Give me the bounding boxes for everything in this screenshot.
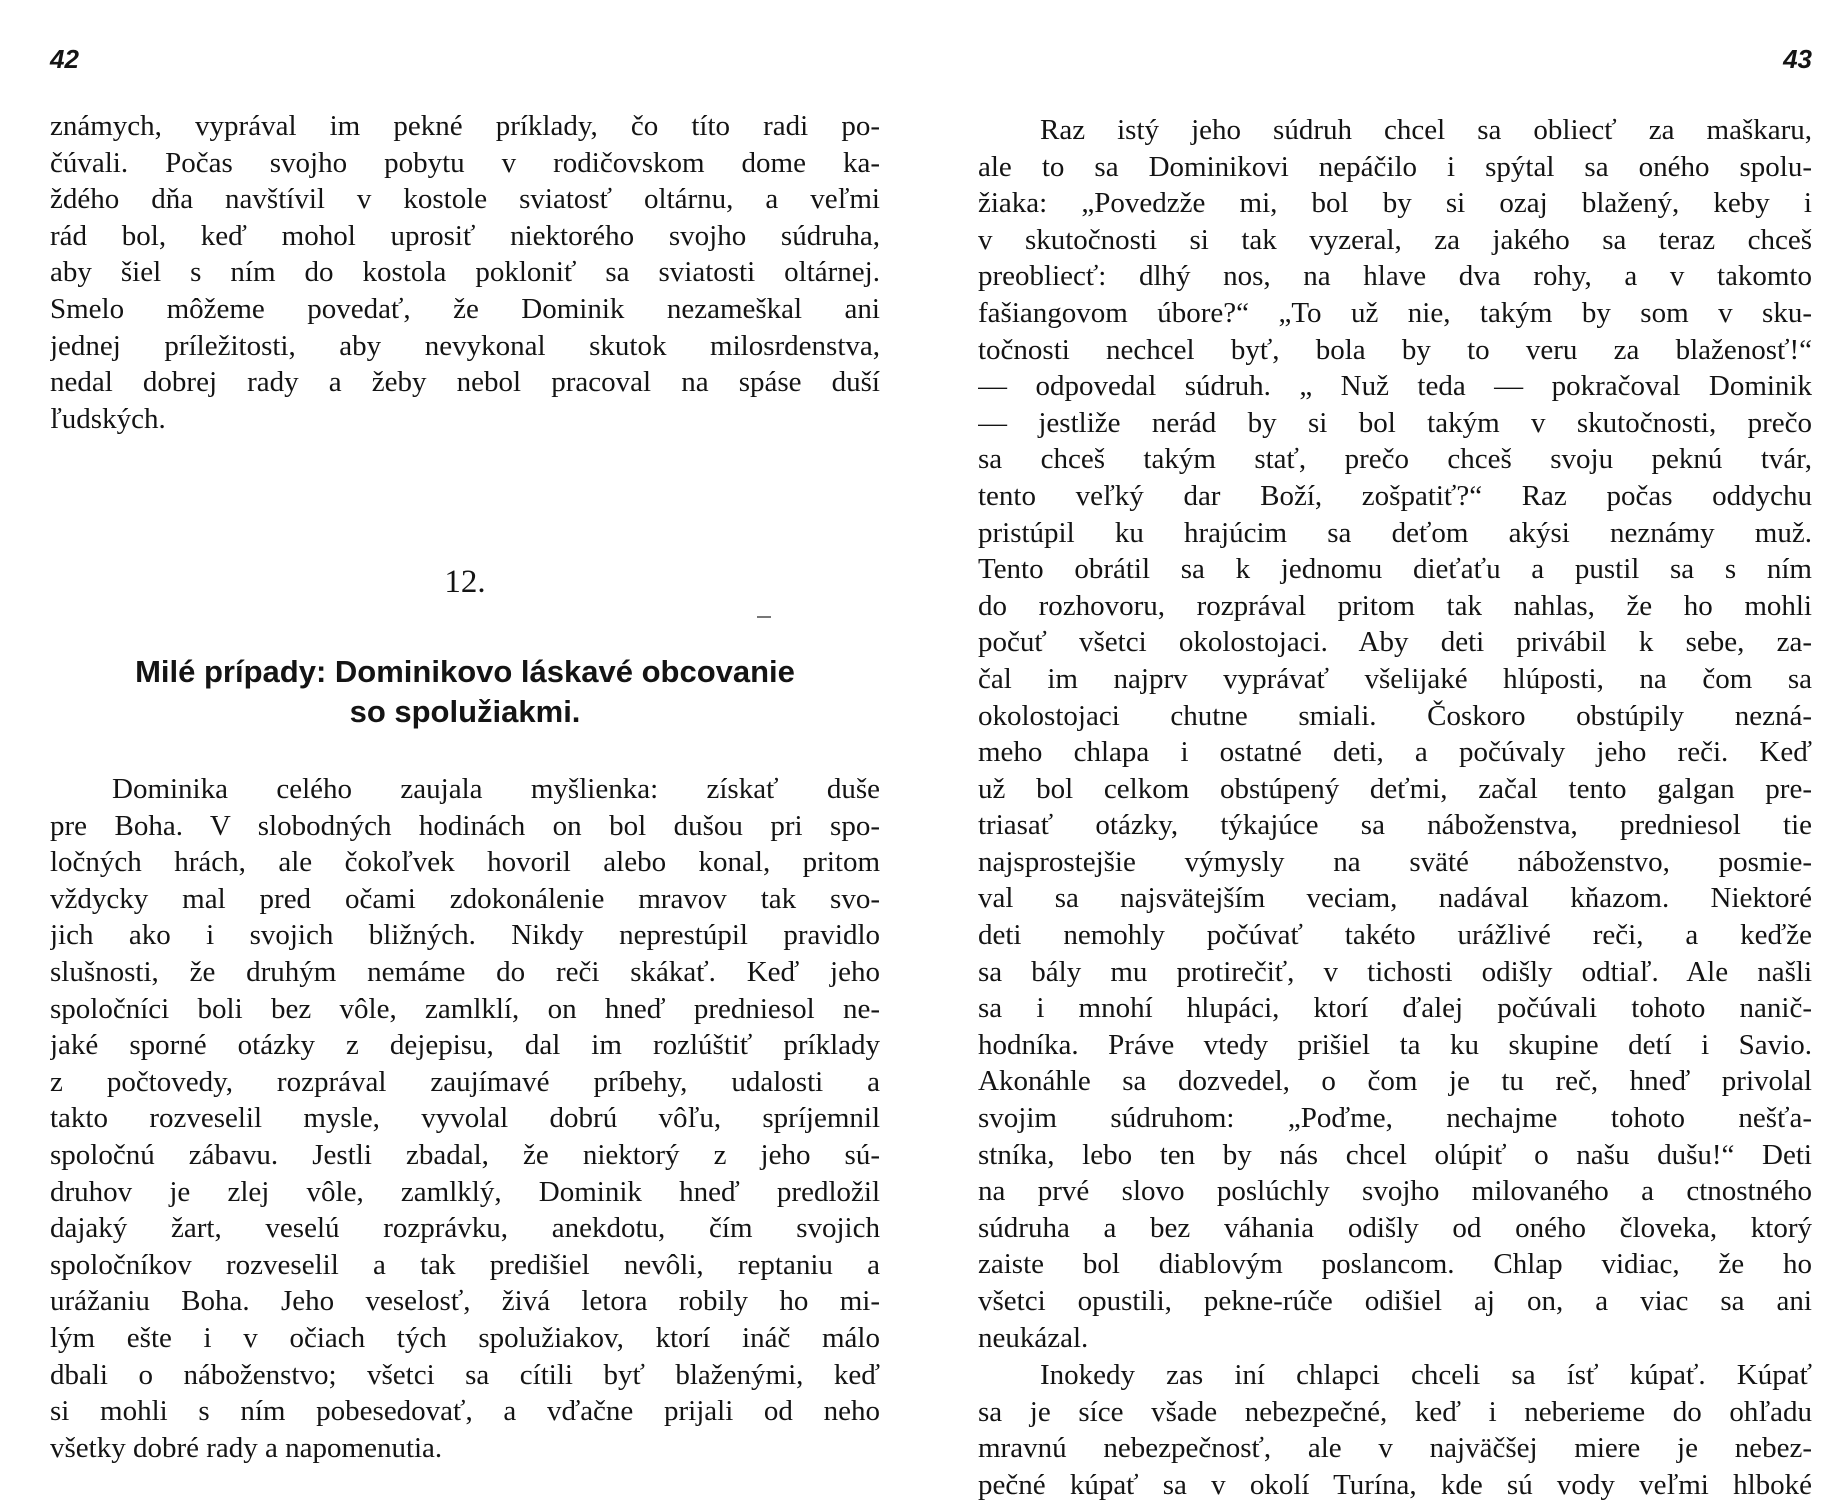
text-line: lým ešte i v očiach tých spolužiakov, ktorí ináč málo <box>50 1321 880 1354</box>
text-line: jednej príležitosti, aby nevykonal skutok milosrdenstva, <box>50 329 880 362</box>
chapter-title <box>50 652 880 732</box>
text-line: druhov je zlej vôle, zamlklý, Dominik hneď predložil <box>50 1175 880 1208</box>
text-line: ľudských. <box>50 402 166 435</box>
page-number: 42 <box>50 44 79 74</box>
text-line: stníka, lebo ten by nás chcel olúpiť o našu dušu!“ Deti <box>978 1138 1812 1171</box>
text-line: sa chceš takým stať, prečo chceš svoju peknú tvár, <box>978 443 1812 476</box>
text-line: slušnosti, že druhým nemáme do reči skákať. Keď jeho <box>50 955 880 988</box>
text-line: fašiangovom úbore?“ „To už nie, takým by som v sku- <box>978 296 1812 329</box>
text-line: takto rozveselil mysle, vyvolal dobrú vôľu, spríjemnil <box>50 1102 880 1135</box>
paragraph <box>978 1357 1812 1503</box>
text-line: vždycky mal pred očami zdokonálenie mravov tak svo- <box>50 882 880 915</box>
paragraph <box>50 771 880 1466</box>
text-line: všetci opustili, pekne-rúče odišiel aj on, a viac sa ani <box>978 1285 1812 1317</box>
text-line: jich ako i svojich bližných. Nikdy neprestúpil pravidlo <box>50 919 880 952</box>
text-line: v skutočnosti si tak vyzeral, za jakého sa teraz chceš <box>978 223 1812 256</box>
text-line: najsprostejšie výmysly na sväté náboženstvo, posmie- <box>978 845 1812 878</box>
text-line: hodníka. Práve vtedy prišiel ta ku skupine detí i Savio. <box>978 1028 1812 1061</box>
text-line: sa i mnohí hlupáci, ktorí ďalej počúvali tohoto nanič- <box>978 992 1812 1025</box>
text-line: Inokedy zas iní chlapci chceli sa ísť kúpať. Kúpať <box>1040 1359 1812 1391</box>
text-line: nedal dobrej rady a žeby nebol pracoval na spáse duší <box>50 366 880 399</box>
text-line: do rozhovoru, rozprával pritom tak nahlas, že ho mohli <box>978 589 1812 622</box>
text-line: neukázal. <box>978 1321 1089 1354</box>
text-line: urážaniu Boha. Jeho veselosť, živá letora robily ho mi- <box>50 1285 880 1318</box>
text-line: žiaka: „Povedzže mi, bol by si ozaj blažený, keby i <box>978 187 1812 220</box>
text-line: točnosti nechcel byť, bola by to veru za blaženosť!“ <box>978 333 1812 366</box>
divider <box>757 616 771 618</box>
text-line: všetky dobré rady a napomenutia. <box>50 1431 443 1464</box>
chapter-title-line: so spolužiakmi. <box>349 694 581 729</box>
right-page <box>978 0 1812 1500</box>
text-line: okolostojaci chutne smiali. Čoskoro obstúpily nezná- <box>978 699 1812 732</box>
text-line: dajaký žart, veselú rozprávku, anekdotu, čím svojich <box>50 1212 880 1245</box>
text-line: triasať otázky, týkajúce sa náboženstva, predniesol tie <box>978 809 1812 842</box>
text-line: súdruha a bez váhania odišly od oného človeka, ktorý <box>978 1211 1812 1244</box>
text-line: známych, vyprával im pekné príklady, čo títo radi po- <box>50 110 880 142</box>
text-line: Smelo môžeme povedať, že Dominik nezameškal ani <box>50 292 880 325</box>
text-line: počuť všetci okolostojaci. Aby deti privábil k sebe, za- <box>978 626 1812 659</box>
text-line: na prvé slovo poslúchly svojho milovaného a ctnostného <box>978 1175 1812 1208</box>
paragraph <box>50 108 880 437</box>
text-line: Akonáhle sa dozvedel, o čom je tu reč, hneď privolal <box>978 1065 1812 1098</box>
text-line: pristúpil ku hrajúcim sa deťom akýsi neznámy muž. <box>978 516 1812 549</box>
text-line: ločných hrách, ale čokoľvek hovoril alebo konal, pritom <box>50 846 880 879</box>
text-line: čúvali. Počas svojho pobytu v rodičovskom dome ka- <box>50 146 880 179</box>
text-line: ale to sa Dominikovi nepáčilo i spýtal sa oného spolu- <box>978 150 1812 183</box>
text-line: — jestliže nerád by si bol takým v skutočnosti, prečo <box>978 406 1812 439</box>
text-line: spoločníci boli bez vôle, zamlklí, on hneď predniesol ne- <box>50 992 880 1025</box>
left-page <box>50 0 880 1500</box>
text-line: pre Boha. V slobodných hodinách on bol dušou pri spo- <box>50 809 880 842</box>
text-line: deti nemohly počúvať takéto urážlivé reči, a keďže <box>978 919 1812 952</box>
text-line: — odpovedal súdruh. „ Nuž teda — pokračoval Dominik <box>978 370 1812 403</box>
text-line: mravnú nebezpečnosť, ale v najväčšej miere je nebez- <box>978 1432 1812 1465</box>
text-line: svojim súdruhom: „Poďme, nechajme tohoto nešťa- <box>978 1102 1812 1135</box>
text-line: Tento obrátil sa k jednomu dieťaťu a pustil sa s ním <box>978 553 1812 586</box>
page-number: 43 <box>1783 44 1812 74</box>
text-line: spoločníkov rozveselil a tak predišiel nevôli, reptaniu a <box>50 1248 880 1281</box>
text-line: aby šiel s ním do kostola pokloniť sa sviatosti oltárnej. <box>50 256 880 289</box>
chapter-title-line: Milé prípady: Dominikovo láskavé obcovanie <box>135 654 795 689</box>
text-line: si mohli s ním pobesedovať, a vďačne prijali od neho <box>50 1395 880 1428</box>
chapter-number: 12. <box>444 564 486 600</box>
text-line: dbali o náboženstvo; všetci sa cítili byť blaženými, keď <box>50 1358 880 1391</box>
text-line: z počtovedy, rozprával zaujímavé príbehy, udalosti a <box>50 1065 880 1098</box>
text-line: čal im najprv vyprávať všelijaké hlúposti, na čom sa <box>978 662 1812 695</box>
text-line: rád bol, keď mohol uprosiť niektorého svojho súdruha, <box>50 219 880 252</box>
text-line: Raz istý jeho súdruh chcel sa obliecť za maškaru, <box>1040 114 1812 146</box>
text-line: sa je síce všade nebezpečné, keď i neberieme do ohľadu <box>978 1395 1812 1428</box>
text-line: zaiste bol diablovým poslancom. Chlap vidiac, že ho <box>978 1248 1812 1281</box>
text-line: pečné kúpať sa v okolí Turína, kde sú vody veľmi hlboké <box>978 1468 1812 1501</box>
text-line: preobliecť: dlhý nos, na hlave dva rohy, a v takomto <box>978 260 1812 293</box>
text-line: tento veľký dar Boží, zošpatiť?“ Raz počas oddychu <box>978 479 1812 512</box>
text-line: sa bály mu protirečiť, v tichosti odišly odtiaľ. Ale našli <box>978 955 1812 988</box>
paragraph <box>978 112 1812 1356</box>
text-line: Dominika celého zaujala myšlienka: získať duše <box>112 773 880 805</box>
text-line: spoločnú zábavu. Jestli zbadal, že niektorý z jeho sú- <box>50 1138 880 1171</box>
text-line: už bol celkom obstúpený deťmi, začal tento galgan pre- <box>978 772 1812 805</box>
text-line: jaké sporné otázky z dejepisu, dal im rozlúštiť príklady <box>50 1029 880 1062</box>
text-line: meho chlapa i ostatné deti, a počúvaly jeho reči. Keď <box>978 736 1812 769</box>
text-line: ždého dňa navštívil v kostole sviatosť oltárnu, a veľmi <box>50 183 880 216</box>
text-line: val sa najsvätejším veciam, nadával kňazom. Niektoré <box>978 882 1812 915</box>
